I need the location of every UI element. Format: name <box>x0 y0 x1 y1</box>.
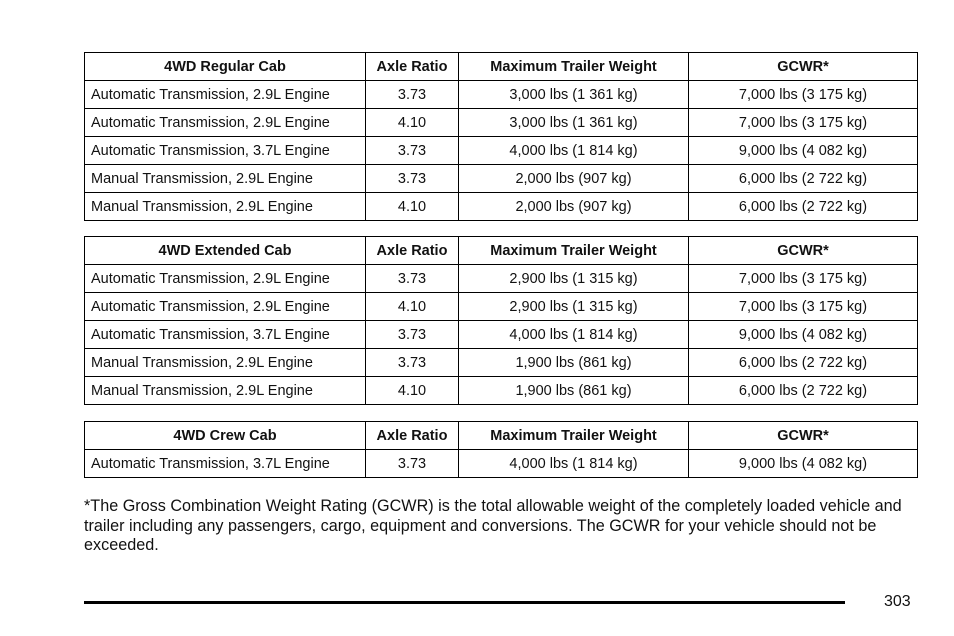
cell-axle-ratio: 3.73 <box>366 265 459 293</box>
cell-configuration: Automatic Transmission, 2.9L Engine <box>85 81 366 109</box>
cell-max-trailer-weight: 2,000 lbs (907 kg) <box>459 193 689 221</box>
cell-configuration: Manual Transmission, 2.9L Engine <box>85 165 366 193</box>
cell-max-trailer-weight: 4,000 lbs (1 814 kg) <box>459 321 689 349</box>
table-row <box>85 349 918 377</box>
cell-axle-ratio: 3.73 <box>366 165 459 193</box>
table-row <box>85 377 918 405</box>
header-axle-ratio: Axle Ratio <box>366 422 459 450</box>
cell-gcwr: 9,000 lbs (4 082 kg) <box>689 137 918 165</box>
cell-configuration: Automatic Transmission, 3.7L Engine <box>85 321 366 349</box>
cell-axle-ratio: 3.73 <box>366 81 459 109</box>
extended-cab-table <box>84 236 918 405</box>
table-row <box>85 321 918 349</box>
cell-configuration: Manual Transmission, 2.9L Engine <box>85 349 366 377</box>
cell-configuration: Automatic Transmission, 3.7L Engine <box>85 450 366 478</box>
header-configuration: 4WD Regular Cab <box>85 53 366 81</box>
header-max-trailer-weight: Maximum Trailer Weight <box>459 422 689 450</box>
cell-max-trailer-weight: 2,000 lbs (907 kg) <box>459 165 689 193</box>
cell-configuration: Manual Transmission, 2.9L Engine <box>85 193 366 221</box>
cell-max-trailer-weight: 2,900 lbs (1 315 kg) <box>459 265 689 293</box>
cell-gcwr: 6,000 lbs (2 722 kg) <box>689 165 918 193</box>
cell-configuration: Automatic Transmission, 3.7L Engine <box>85 137 366 165</box>
table-row <box>85 265 918 293</box>
cell-gcwr: 7,000 lbs (3 175 kg) <box>689 81 918 109</box>
cell-axle-ratio: 3.73 <box>366 349 459 377</box>
header-configuration: 4WD Extended Cab <box>85 237 366 265</box>
table-row <box>85 193 918 221</box>
cell-configuration: Automatic Transmission, 2.9L Engine <box>85 265 366 293</box>
cell-max-trailer-weight: 1,900 lbs (861 kg) <box>459 349 689 377</box>
header-gcwr: GCWR* <box>689 237 918 265</box>
page-number: 303 <box>884 593 911 610</box>
cell-axle-ratio: 4.10 <box>366 193 459 221</box>
header-max-trailer-weight: Maximum Trailer Weight <box>459 237 689 265</box>
cell-gcwr: 9,000 lbs (4 082 kg) <box>689 321 918 349</box>
table-header-row <box>85 53 918 81</box>
cell-gcwr: 6,000 lbs (2 722 kg) <box>689 193 918 221</box>
cell-max-trailer-weight: 4,000 lbs (1 814 kg) <box>459 450 689 478</box>
crew-cab-table <box>84 421 918 478</box>
header-gcwr: GCWR* <box>689 422 918 450</box>
cell-max-trailer-weight: 2,900 lbs (1 315 kg) <box>459 293 689 321</box>
cell-axle-ratio: 4.10 <box>366 293 459 321</box>
table-row <box>85 137 918 165</box>
table-row <box>85 81 918 109</box>
cell-axle-ratio: 3.73 <box>366 450 459 478</box>
table-row <box>85 109 918 137</box>
cell-gcwr: 7,000 lbs (3 175 kg) <box>689 265 918 293</box>
header-configuration: 4WD Crew Cab <box>85 422 366 450</box>
header-max-trailer-weight: Maximum Trailer Weight <box>459 53 689 81</box>
gcwr-footnote: *The Gross Combination Weight Rating (GCWR) is the total allowable weight of the completely loaded vehicle and trailer including any passengers, cargo, equipment and conversions. The GCWR for your vehicle should not be exceeded. <box>84 497 902 554</box>
header-gcwr: GCWR* <box>689 53 918 81</box>
cell-axle-ratio: 3.73 <box>366 321 459 349</box>
cell-axle-ratio: 4.10 <box>366 377 459 405</box>
regular-cab-table <box>84 52 918 221</box>
cell-max-trailer-weight: 1,900 lbs (861 kg) <box>459 377 689 405</box>
cell-max-trailer-weight: 3,000 lbs (1 361 kg) <box>459 81 689 109</box>
cell-max-trailer-weight: 3,000 lbs (1 361 kg) <box>459 109 689 137</box>
cell-gcwr: 7,000 lbs (3 175 kg) <box>689 293 918 321</box>
table-header-row <box>85 422 918 450</box>
cell-gcwr: 7,000 lbs (3 175 kg) <box>689 109 918 137</box>
cell-configuration: Manual Transmission, 2.9L Engine <box>85 377 366 405</box>
header-axle-ratio: Axle Ratio <box>366 53 459 81</box>
table-header-row <box>85 237 918 265</box>
header-axle-ratio: Axle Ratio <box>366 237 459 265</box>
cell-max-trailer-weight: 4,000 lbs (1 814 kg) <box>459 137 689 165</box>
cell-gcwr: 9,000 lbs (4 082 kg) <box>689 450 918 478</box>
cell-gcwr: 6,000 lbs (2 722 kg) <box>689 377 918 405</box>
cell-configuration: Automatic Transmission, 2.9L Engine <box>85 293 366 321</box>
cell-axle-ratio: 3.73 <box>366 137 459 165</box>
table-row <box>85 293 918 321</box>
table-row <box>85 165 918 193</box>
cell-axle-ratio: 4.10 <box>366 109 459 137</box>
footer-rule <box>84 601 845 604</box>
cell-configuration: Automatic Transmission, 2.9L Engine <box>85 109 366 137</box>
table-row <box>85 450 918 478</box>
cell-gcwr: 6,000 lbs (2 722 kg) <box>689 349 918 377</box>
